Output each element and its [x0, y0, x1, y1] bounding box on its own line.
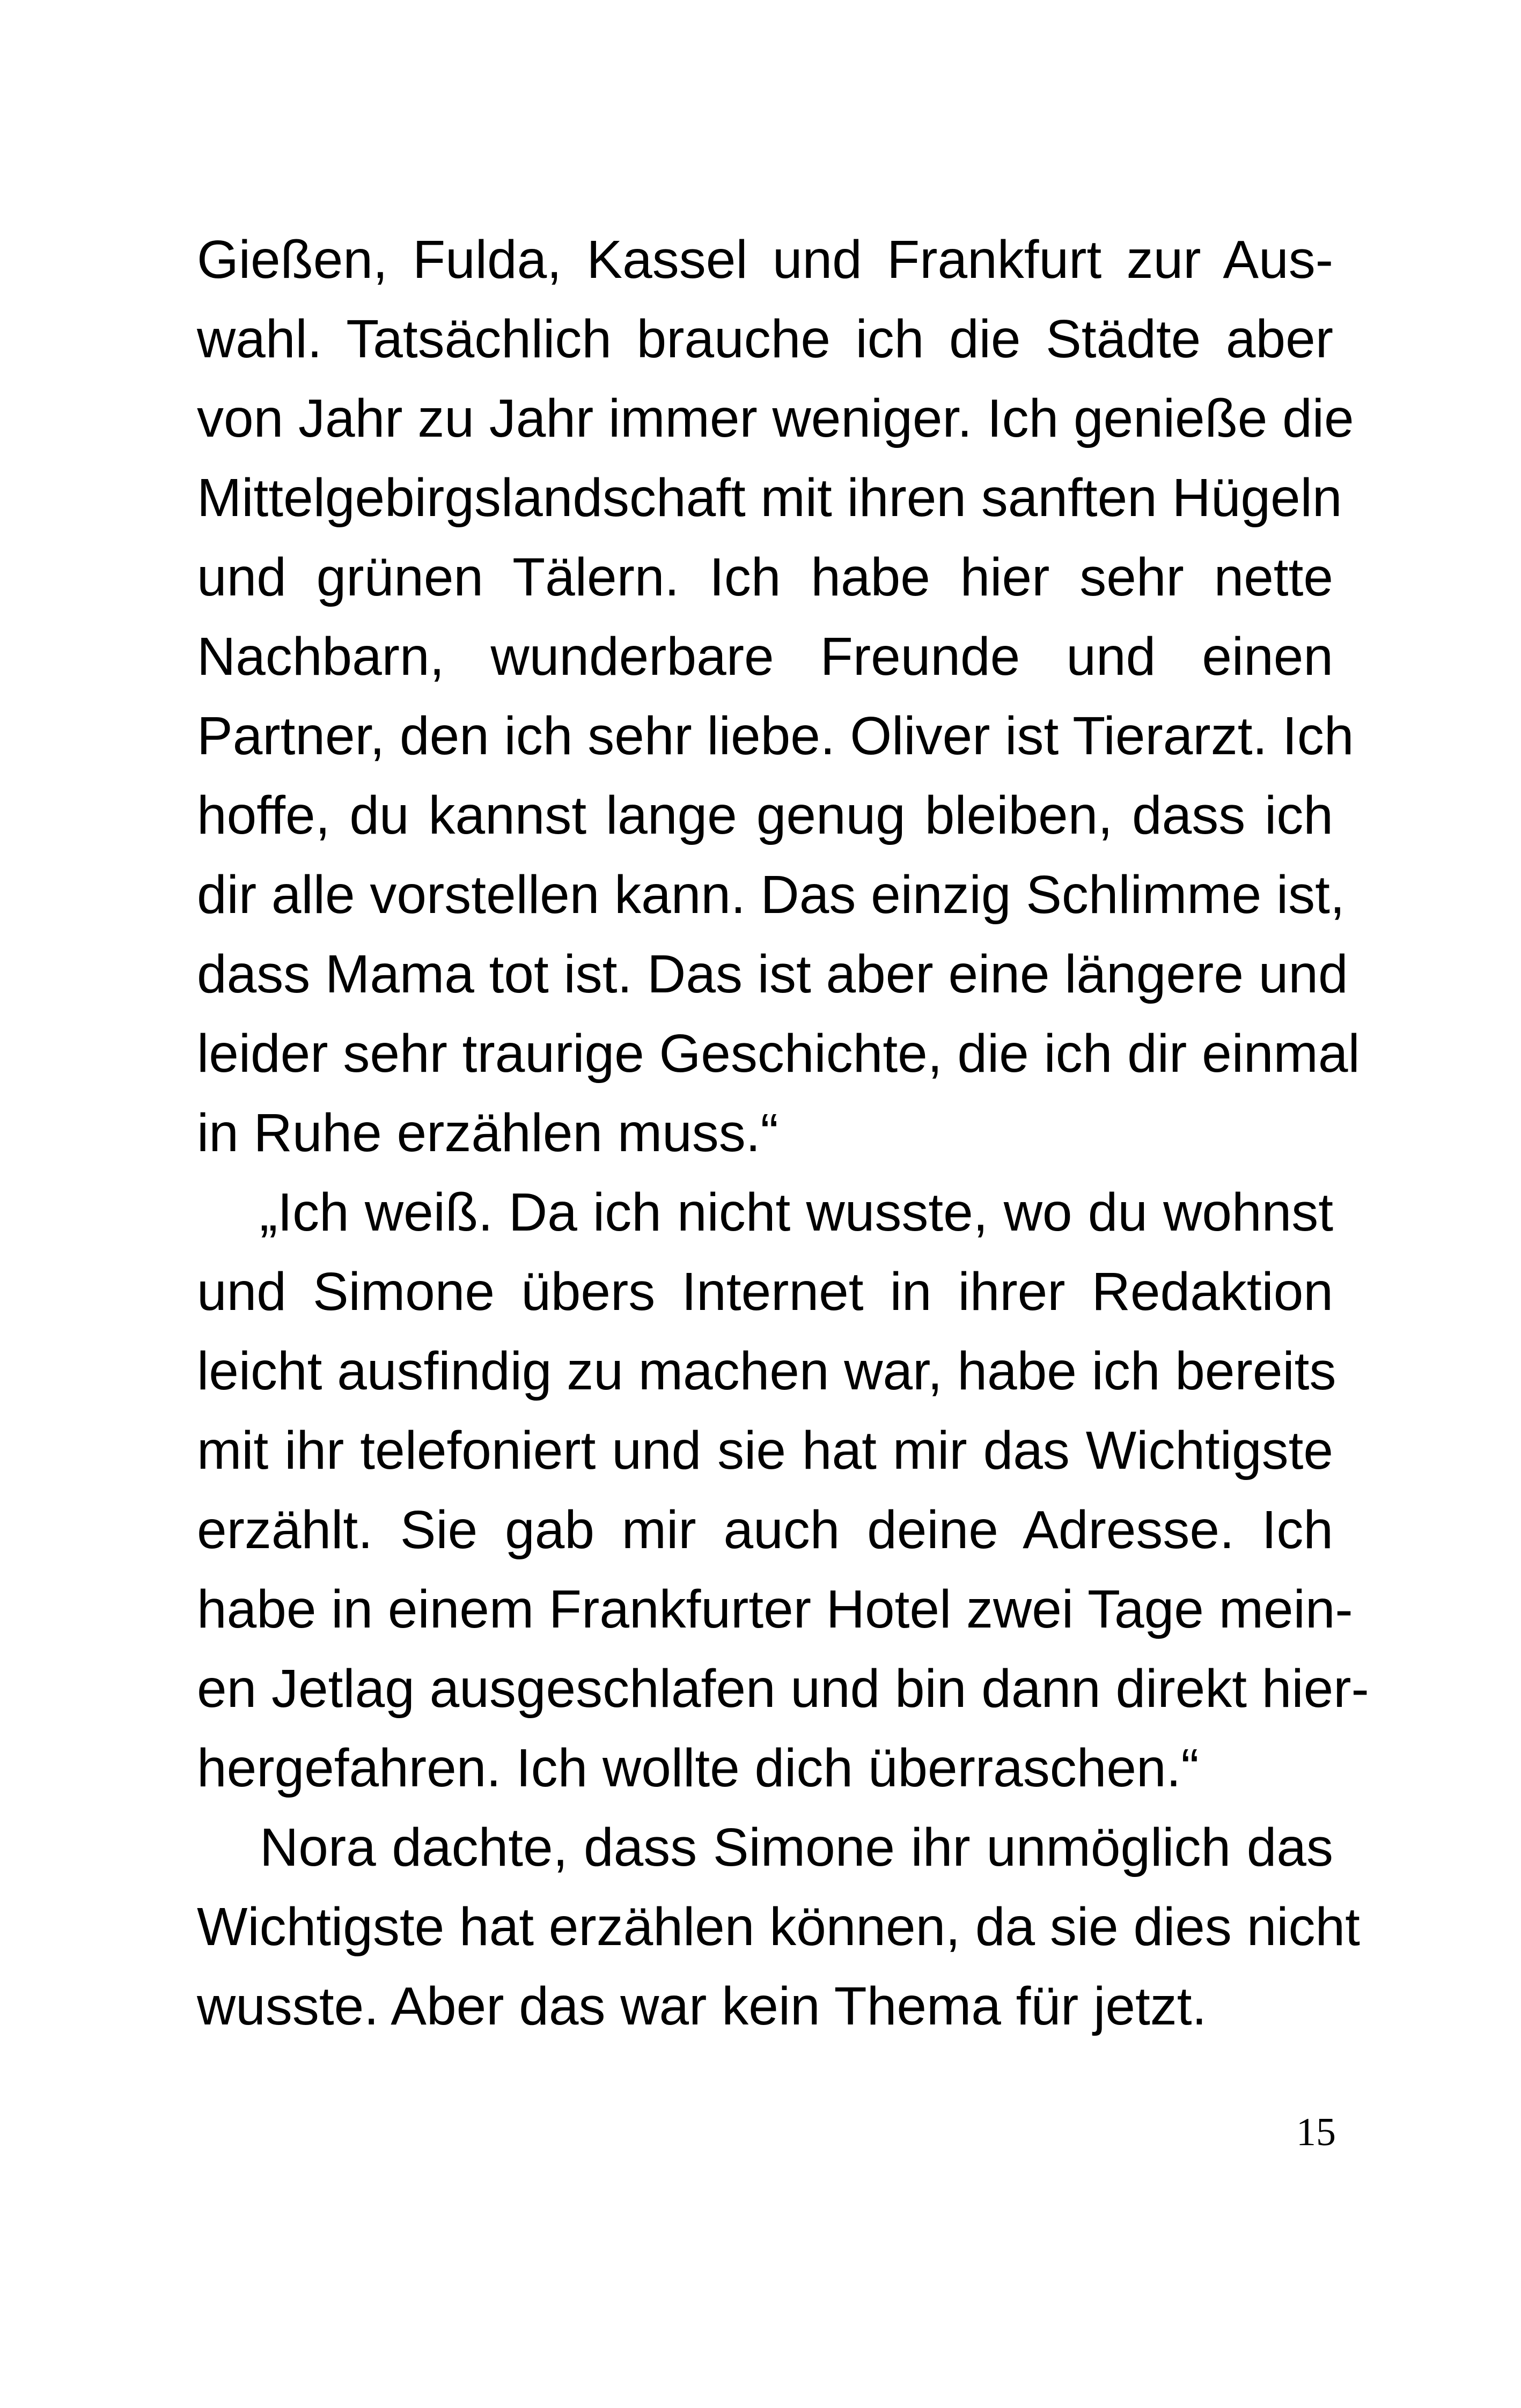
text-line: Partner, den ich sehr liebe. Oliver ist Tierarzt. Ich: [197, 706, 1354, 766]
text-line: wahl. Tatsächlich brauche ich die Städte aber: [197, 309, 1333, 369]
text-line: in Ruhe erzählen muss.“: [197, 1103, 778, 1163]
text-line: leicht ausfindig zu machen war, habe ich bereits: [197, 1341, 1336, 1401]
text-line: hergefahren. Ich wollte dich überraschen.“: [197, 1738, 1199, 1798]
text-line: hoffe, du kannst lange genug bleiben, dass ich: [197, 785, 1333, 845]
text-line: „Ich weiß. Da ich nicht wusste, wo du wohnst: [260, 1182, 1333, 1242]
text-line: Nora dachte, dass Simone ihr unmöglich das: [260, 1817, 1333, 1877]
text-line: leider sehr traurige Geschichte, die ich dir einmal: [197, 1023, 1360, 1084]
text-line: Mittelgebirgslandschaft mit ihren sanften Hügeln: [197, 468, 1342, 528]
body-text: [197, 220, 1369, 2046]
text-line: dir alle vorstellen kann. Das einzig Schlimme ist,: [197, 865, 1345, 925]
text-line: und grünen Tälern. Ich habe hier sehr nette: [197, 547, 1333, 607]
text-line: Gießen, Fulda, Kassel und Frankfurt zur Aus-: [197, 230, 1333, 290]
text-line: erzählt. Sie gab mir auch deine Adresse. Ich: [197, 1500, 1333, 1560]
text-line: von Jahr zu Jahr immer weniger. Ich genieße die: [197, 388, 1354, 448]
text-line: wusste. Aber das war kein Thema für jetzt.: [197, 1976, 1207, 2036]
page-number: 15: [1296, 2110, 1336, 2154]
text-line: mit ihr telefoniert und sie hat mir das Wichtigste: [197, 1420, 1333, 1481]
text-line: Wichtigste hat erzählen können, da sie dies nicht: [197, 1897, 1360, 1957]
text-line: und Simone übers Internet in ihrer Redaktion: [197, 1262, 1333, 1322]
text-line: dass Mama tot ist. Das ist aber eine längere und: [197, 944, 1348, 1004]
text-line: habe in einem Frankfurter Hotel zwei Tage mein-: [197, 1579, 1353, 1639]
text-line: Nachbarn, wunderbare Freunde und einen: [197, 627, 1333, 687]
text-line: en Jetlag ausgeschlafen und bin dann direkt hier-: [197, 1659, 1369, 1719]
